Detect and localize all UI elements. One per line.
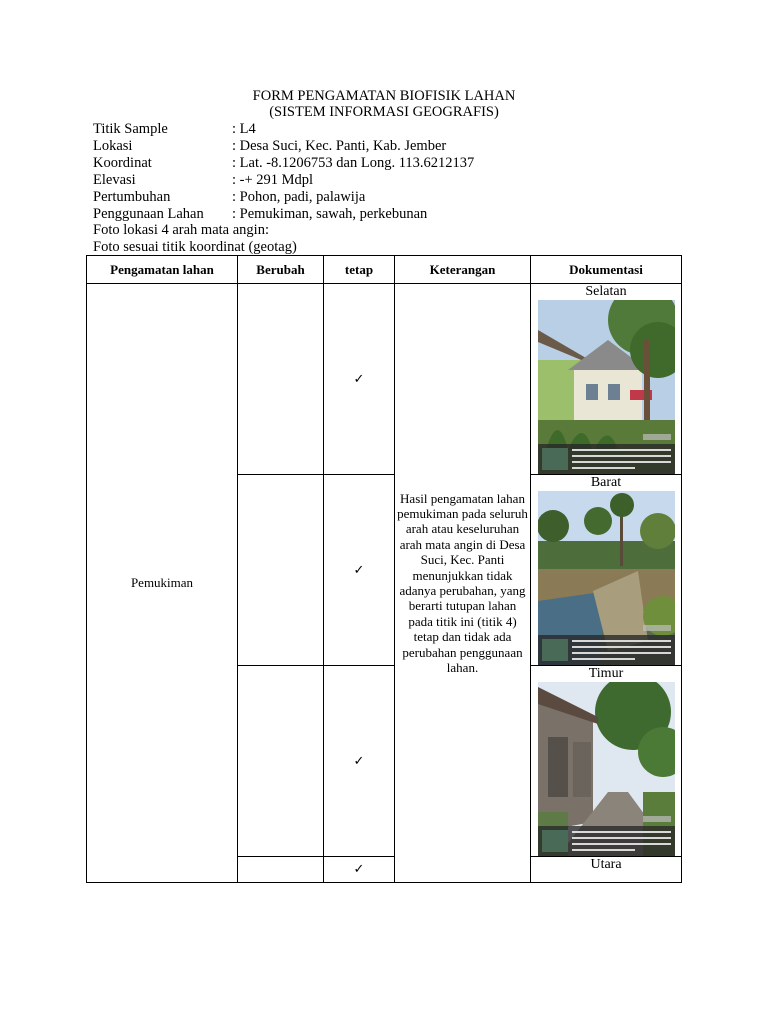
- direction-label-utara: Utara: [590, 857, 622, 872]
- elevasi-value: : -+ 291 Mdpl: [232, 171, 314, 188]
- geotag-overlay: [538, 826, 675, 856]
- direction-label-timur: Timur: [588, 666, 624, 681]
- header-keterangan: Keterangan: [395, 256, 531, 284]
- tetap-cell: [324, 284, 395, 475]
- check-icon: ✓: [353, 753, 365, 769]
- berubah-cell: [238, 666, 324, 857]
- keterangan-cell: Hasil pengamatan lahan pemukiman pada seluruh arah atau keseluruhan arah mata angin di Desa Suci, Kec. Panti menunjukkan tidak adanya perubahan, yang berarti tutupan lahan pada titik ini (titik 4) tetap dan tidak ada perubahan penggunaan lahan.: [395, 284, 531, 883]
- koordinat-value: : Lat. -8.1206753 dan Long. 113.6212137: [232, 154, 475, 171]
- header-pengamatan: Pengamatan lahan: [87, 256, 238, 284]
- elevasi-label: Elevasi: [93, 171, 136, 188]
- koordinat-label: Koordinat: [93, 154, 152, 171]
- geotag-overlay: [538, 635, 675, 665]
- direction-label-selatan: Selatan: [585, 284, 627, 299]
- info-block: [93, 121, 474, 256]
- info-row-elevasi: [93, 172, 474, 189]
- observation-table: [86, 255, 682, 883]
- table-row: [87, 284, 682, 475]
- tetap-cell: [324, 475, 395, 666]
- photo-selatan: [538, 300, 675, 474]
- photo-barat: [538, 491, 675, 665]
- photo-cell-utara: [531, 857, 682, 883]
- direction-label-barat: Barat: [590, 475, 622, 490]
- info-row-pertumbuhan: [93, 189, 474, 206]
- check-icon: ✓: [353, 562, 365, 578]
- header-berubah: Berubah: [238, 256, 324, 284]
- row-label-pemukiman: Pemukiman: [87, 284, 238, 883]
- berubah-cell: [238, 284, 324, 475]
- check-icon: ✓: [353, 371, 365, 387]
- berubah-cell: [238, 475, 324, 666]
- titik-sample-label: Titik Sample: [93, 121, 168, 137]
- geotag-overlay: [538, 444, 675, 474]
- pertumbuhan-value: : Pohon, padi, palawija: [232, 188, 366, 205]
- photo-cell-barat: [531, 475, 682, 666]
- lokasi-value: : Desa Suci, Kec. Panti, Kab. Jember: [232, 137, 447, 154]
- header-dokumentasi: Dokumentasi: [531, 256, 682, 284]
- titik-sample-value: : L4: [232, 121, 256, 137]
- tetap-cell: [324, 857, 395, 883]
- info-row-koordinat: [93, 155, 474, 172]
- photo-cell-timur: [531, 666, 682, 857]
- lokasi-label: Lokasi: [93, 137, 133, 154]
- photo-timur: [538, 682, 675, 856]
- info-row-penggunaan: [93, 206, 474, 223]
- form-subtitle: (SISTEM INFORMASI GEOGRAFIS): [269, 104, 499, 120]
- header-tetap: tetap: [324, 256, 395, 284]
- tetap-cell: [324, 666, 395, 857]
- photo-cell-selatan: [531, 284, 682, 475]
- check-icon: ✓: [353, 862, 365, 877]
- info-row-lokasi: [93, 138, 474, 155]
- form-title: FORM PENGAMATAN BIOFISIK LAHAN: [252, 88, 516, 104]
- berubah-cell: [238, 857, 324, 883]
- table-header-row: [87, 256, 682, 284]
- pertumbuhan-label: Pertumbuhan: [93, 188, 171, 205]
- foto-line-2: Foto sesuai titik koordinat (geotag): [93, 239, 297, 256]
- foto-line-1: Foto lokasi 4 arah mata angin:: [93, 222, 269, 239]
- info-row-titik-sample: [93, 121, 474, 138]
- penggunaan-value: : Pemukiman, sawah, perkebunan: [232, 205, 428, 222]
- penggunaan-label: Penggunaan Lahan: [93, 205, 204, 222]
